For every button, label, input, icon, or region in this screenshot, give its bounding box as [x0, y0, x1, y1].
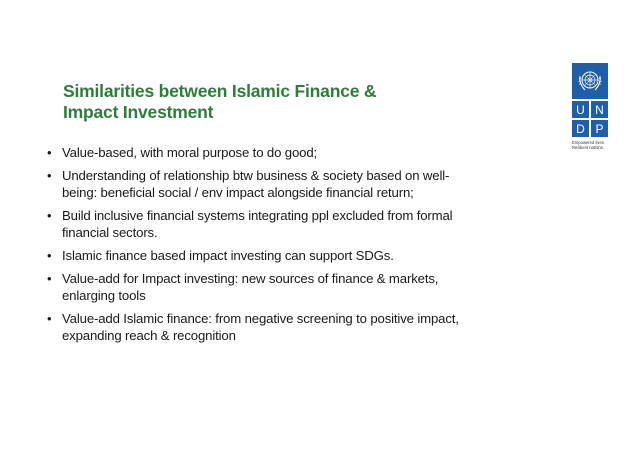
bullet-dot: • [47, 271, 52, 286]
bullet-dot: • [47, 248, 52, 263]
bullet-text: enlarging tools [62, 288, 146, 303]
logo-letter-u: U [572, 101, 589, 118]
bullet-text: Understanding of relationship btw business & society based on well- [62, 168, 450, 183]
bullet-dot: • [47, 168, 52, 183]
bullet-text: Value-based, with moral purpose to do good; [62, 145, 318, 160]
logo-letter-d: D [572, 120, 589, 137]
bullet-text: Value-add Islamic finance: from negative screening to positive impact, [62, 311, 459, 326]
slide-title-line-1: Similarities between Islamic Finance & [63, 81, 377, 101]
logo-letter-grid [572, 101, 608, 137]
logo-tagline-line-2: Resilient nations. [572, 145, 604, 150]
logo-letter-p: P [591, 120, 608, 137]
bullet-item [47, 167, 547, 201]
bullet-item [47, 310, 547, 344]
bullet-list [47, 144, 547, 350]
slide-title [63, 81, 503, 123]
bullet-dot: • [47, 208, 52, 223]
bullet-item [47, 270, 547, 304]
logo-tagline-line-1: Empowered lives. [572, 140, 606, 145]
logo-letter-n: N [591, 101, 608, 118]
bullet-item [47, 247, 547, 264]
logo-tagline [572, 140, 608, 150]
undp-logo [572, 63, 608, 150]
bullet-item [47, 144, 547, 161]
bullet-text: Value-add for Impact investing: new sources of finance & markets, [62, 271, 439, 286]
bullet-text: Build inclusive financial systems integrating ppl excluded from formal [62, 208, 453, 223]
bullet-text: Islamic finance based impact investing can support SDGs. [62, 248, 394, 263]
bullet-text: being: beneficial social / env impact alongside financial return; [62, 185, 414, 200]
bullet-text: expanding reach & recognition [62, 328, 236, 343]
bullet-dot: • [47, 145, 52, 160]
bullet-text: financial sectors. [62, 225, 158, 240]
bullet-dot: • [47, 311, 52, 326]
bullet-item [47, 207, 547, 241]
un-emblem-icon [575, 66, 605, 96]
logo-emblem-box [572, 63, 608, 99]
slide-title-line-2: Impact Investment [63, 102, 214, 122]
